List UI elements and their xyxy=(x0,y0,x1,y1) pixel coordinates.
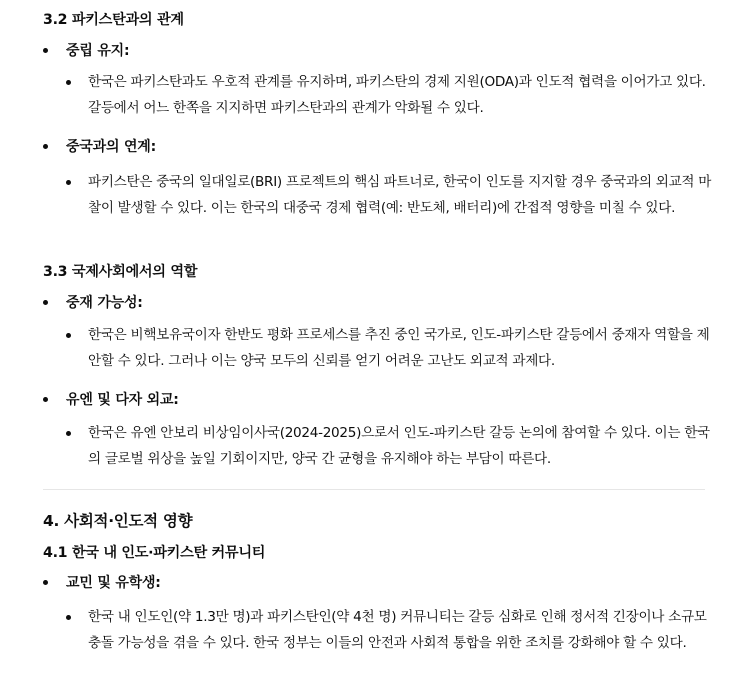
section-3-3-heading: 3.3 국제사회에서의 역할 xyxy=(43,264,198,280)
list-item-text: 파키스탄은 중국의 일대일로(BRI) 프로젝트의 핵심 파트너로, 한국이 인도를 지지할 경우 중국과의 외교적 마찰이 발생할 수 있다. 이는 한국의 대중국 경제 협력(예: 반도체, 배터리)에 간접적 영향을 미칠 수 있다. xyxy=(88,174,712,216)
list-item-label: 중재 가능성: xyxy=(66,295,143,311)
bullet xyxy=(66,333,71,338)
bullet xyxy=(43,397,48,402)
list-item xyxy=(66,69,714,121)
list-item xyxy=(66,604,714,656)
bullet xyxy=(43,48,48,53)
bullet xyxy=(43,144,48,149)
list-item-text: 한국은 유엔 안보리 비상임이사국(2024-2025)으로서 인도-파키스탄 갈등 논의에 참여할 수 있다. 이는 한국의 글로벌 위상을 높일 기회이지만, 양국 간 균형을 유지해야 하는 부담이 따른다. xyxy=(88,425,710,467)
bullet xyxy=(66,431,71,436)
list-item-text: 한국 내 인도인(약 1.3만 명)과 파키스탄인(약 4천 명) 커뮤니티는 갈등 심화로 인해 정서적 긴장이나 소규모 충돌 가능성을 겪을 수 있다. 한국 정부는 이들의 안전과 사회적 통합을 위한 조치를 강화해야 할 수 있다. xyxy=(88,609,707,651)
bullet xyxy=(43,580,48,585)
section-4-1-heading: 4.1 한국 내 인도·파키스탄 커뮤니티 xyxy=(43,545,266,561)
list-item xyxy=(66,322,714,374)
list-item-text: 한국은 비핵보유국이자 한반도 평화 프로세스를 추진 중인 국가로, 인도-파키스탄 갈등에서 중재자 역할을 제안할 수 있다. 그러나 이는 양국 모두의 신뢰를 얻기 어려운 고난도 외교적 과제다. xyxy=(88,327,710,369)
list-item xyxy=(66,169,714,221)
list-item-label: 중국과의 연계: xyxy=(66,139,157,155)
list-item-text: 한국은 파키스탄과도 우호적 관계를 유지하며, 파키스탄의 경제 지원(ODA)과 인도적 협력을 이어가고 있다. 갈등에서 어느 한쪽을 지지하면 파키스탄과의 관계가 악화될 수 있다. xyxy=(88,74,706,116)
list-item xyxy=(66,420,714,472)
divider xyxy=(43,489,705,490)
section-4-heading: 4. 사회적·인도적 영향 xyxy=(43,512,193,530)
section-3-2-heading: 3.2 파키스탄과의 관계 xyxy=(43,12,184,28)
bullet xyxy=(66,615,71,620)
bullet xyxy=(66,180,71,185)
list-item-label: 중립 유지: xyxy=(66,43,130,59)
list-item-label: 교민 및 유학생: xyxy=(66,575,161,591)
bullet xyxy=(43,300,48,305)
list-item-label: 유엔 및 다자 외교: xyxy=(66,392,179,408)
bullet xyxy=(66,80,71,85)
